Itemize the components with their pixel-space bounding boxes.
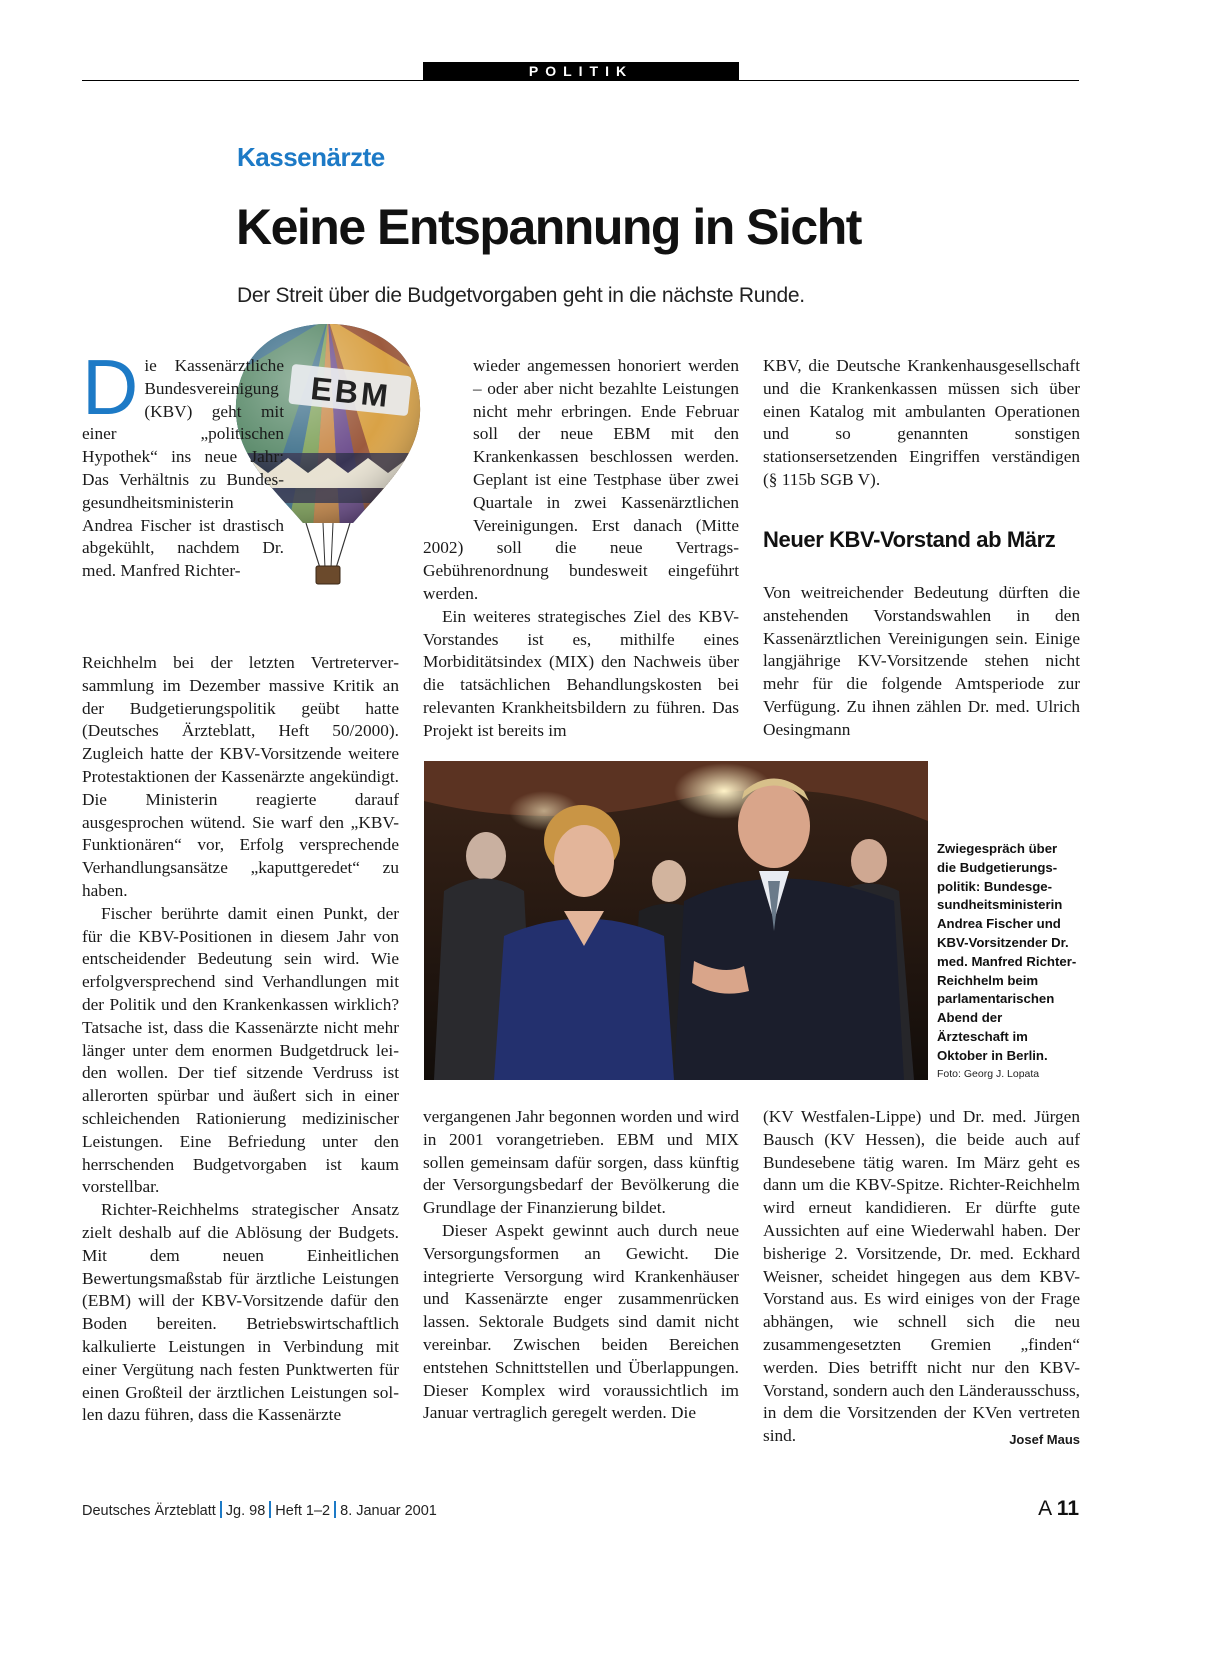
section-label: POLITIK: [423, 62, 739, 81]
column-3-middle: [763, 582, 1080, 742]
paragraph: Richter-Reichhelms strategischer Ansatz zielt deshalb auf die Ablösung der Budgets. Mit dem neuen Einheitlichen Bewertungsmaßstab für ärztliche Leistungen (EBM) will der KBV-Vorsitzende dafür den Boden bereiten. Betriebswirtschaftlich kalkulierte Leistungen in Verbindung mit einer Vergütung nach festen Punktwerten für einen Großteil der ärztlichen Leistungen sollen dazu führen, dass die Kassenärzte: [82, 1200, 399, 1425]
issue: Heft 1–2: [275, 1503, 331, 1519]
photo-caption: Zwiegespräch über die Budgetierungspolitik: Bundesgesundheitsministerin Andrea Fischer und KBV-Vorsitzender Dr. med. Manfred Richter-Reichhelm beim parlamentarischen Abend der Ärzteschaft im Oktober in Berlin.: [937, 841, 1077, 1063]
author-byline: Josef Maus: [1009, 1432, 1080, 1448]
page-number: [1038, 1497, 1079, 1521]
paragraph: KBV, die Deutsche Krankenhausgesellschaft und die Krankenkassen müssen sich über einen Katalog mit ambulanten Operationen und so genannten sonstigen stationsersetzenden Eingriffen verständigen (§ 115b SGB V).: [763, 356, 1080, 489]
article-headline: Keine Entspannung in Sicht: [236, 199, 861, 255]
column-3-bottom: [763, 1106, 1080, 1452]
article-kicker: Kassenärzte: [237, 142, 385, 172]
footer-separator: [220, 1501, 222, 1518]
column-1-intro: [82, 343, 399, 630]
photo-credit: Foto: Georg J. Lopata: [937, 1068, 1040, 1080]
paragraph: Von weitreichender Bedeutung dürften die anstehenden Vorstandswahlen in den Kassenärztlichen Vereinigungen sein. Einige langjährige KV-Vorsitzende stehen nicht mehr für die folgende Amtsperiode zur Verfügung. Zu ihnen zählen Dr. med. Ulrich Oesingmann: [763, 583, 1080, 739]
drop-cap: D: [82, 343, 139, 431]
column-2-bottom: [423, 1106, 739, 1425]
paragraph: [763, 1106, 1080, 1448]
paragraph: Reichhelm bei der letzten Vertreterversammlung im Dezember massive Kritik an der Budgetierungspolitik geübt hatte (Deutsches Ärzteblatt, Heft 50/2000). Zugleich hatte der KBV-Vorsitzende weitere Protestaktionen der Kassenärzte angekündigt. Die Ministerin reagierte darauf ausgesprochen wütend. Sie warf den „KBV-Funktionären“ vor, Erfolg versprechende Verhandlungsansätze „kaputtgeredet“ zu haben.: [82, 653, 399, 900]
balloon-wrap-space: [423, 355, 473, 515]
footer-separator: [334, 1501, 336, 1518]
paragraph: vergangenen Jahr begonnen worden und wird in 2001 vorangetrieben. EBM und MIX sollen gemeinsam dafür sorgen, dass künftig der Versorgungsbedarf der Bevölkerung die Grundlage der Finanzierung bildet.: [423, 1107, 739, 1218]
volume: Jg. 98: [225, 1503, 266, 1519]
column-2-top: [423, 355, 739, 743]
balloon-label: EBM: [309, 370, 393, 415]
publication-name: Deutsches Ärzteblatt: [82, 1503, 216, 1519]
column-1-body: [82, 652, 399, 1427]
page-prefix: A: [1038, 1497, 1051, 1520]
paragraph: Ein weiteres strategisches Ziel des KBV-Vorstandes ist es, mithilfe eines Morbiditätsindex (MIX) den Nachweis über die tatsächlichen Behandlungskosten bei relevanten Krankheitsbildern zu führen. Das Projekt ist bereits im: [423, 606, 739, 740]
article-subheadline: Der Streit über die Budgetvorgaben geht in die nächste Runde.: [237, 284, 805, 307]
section-subheading: Neuer KBV-Vorstand ab März: [763, 527, 1056, 552]
footer-separator: [269, 1501, 271, 1518]
paragraph: Fischer berührte damit einen Punkt, der für die KBV-Positionen in diesem Jahr von entscheidender Bedeutung sein wird. Wie erfolgversprechend sind Verhandlungen mit der Politik und den Krankenkassen wirklich? Tatsache ist, dass die Kassenärzte nicht mehr länger unter dem enormen Budgetdruck leiden wollen. Der tief sitzende Verdruss ist allerorten spürbar und äußert sich in einer schleichenden Rationierung medizinischer Leistungen. Eine Befriedung unter den herrschenden Budgetvorgaben ist kaum vorstellbar.: [82, 903, 399, 1197]
page-footer: [82, 1501, 437, 1519]
intro-paragraph: ie Kassenärztliche Bundesvereinigung (KBV) geht mit einer „politischen Hypothek“ ins neue Jahr: Das Verhältnis zu Bundesgesundheitsministerin Andrea Fischer ist drastisch abgekühlt, nachdem Dr. med. Manfred Richter-: [82, 356, 284, 581]
page-number-value: 11: [1056, 1497, 1079, 1520]
paragraph: wieder angemessen honoriert werden – oder aber nicht bezahlte Leistungen nicht mehr erbringen. Ende Februar soll der neue EBM mit den Krankenkassen beschlossen werden. Geplant ist eine Testphase über zwei Quartale in zwei Kassenärztlichen Vereinigungen. Erst danach (Mitte 2002) soll die neue Vertrags-Gebührenordnung bundesweit eingeführt werden.: [423, 356, 739, 603]
paragraph: Dieser Aspekt gewinnt auch durch neue Versorgungsformen an Gewicht. Die integrierte Versorgung wird Krankenhäuser und Kassenärzte enger zusammenrücken lassen. Sektorale Budgets sind damit nicht vereinbar. Zwischen beiden Bereichen entstehen Schnittstellen und Überlappungen. Dieser Komplex wird voraussichtlich im Januar vertraglich geregelt werden. Die: [423, 1220, 739, 1423]
column-3-top: [763, 355, 1080, 492]
event-photo: [424, 761, 928, 1080]
issue-date: 8. Januar 2001: [340, 1503, 437, 1519]
paragraph-text: (KV Westfalen-Lippe) und Dr. med. Jürgen Bausch (KV Hessen), die beide auch auf Bundesebene tätig waren. Im März geht es dann um die KBV-Spitze. Richter-Reichhelm wird erneut kandidieren. Er dürfte gute Aussichten auf eine Wiederwahl haben. Der bisherige 2. Vorsitzende, Dr. med. Eckhard Weisner, scheidet hingegen aus dem KBV-Vorstand aus. Es wird einiges von der Frage abhängen, wie schnell sich die neu zusammengesetzten Gremien „finden“ werden. Dies betrifft nicht nur den KBV-Vorstand, sondern auch den Länderausschuss, in dem die Vorsitzenden der KVen vertreten sind.: [763, 1107, 1080, 1446]
balloon-wrap-space: [284, 355, 399, 630]
